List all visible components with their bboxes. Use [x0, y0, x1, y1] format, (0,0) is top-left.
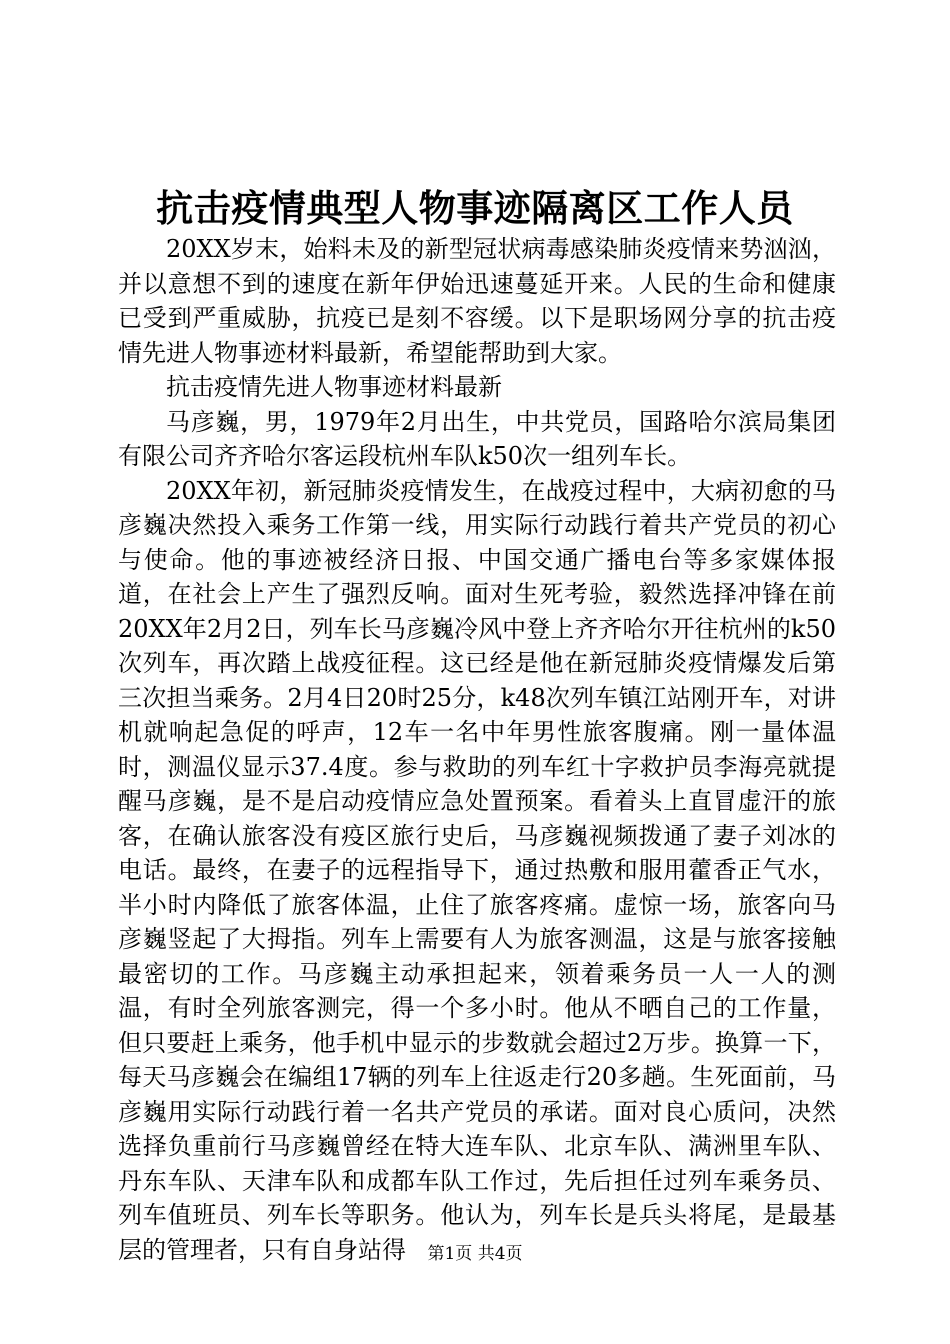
body-paragraph-intro: 20XX岁末，始料未及的新型冠状病毒感染肺炎疫情来势汹汹，并以意想不到的速度在新年伊始迅速蔓延开来。人民的生命和健康已受到严重威胁，抗疫已是刻不容缓。以下是职场网分享的抗击疫情先进人物事迹材料最新，希望能帮助到大家。 [118, 235, 836, 367]
page-number-footer: 第1页 共4页 [427, 1244, 523, 1264]
document-body [118, 232, 836, 1267]
body-paragraph-story: 20XX年初，新冠肺炎疫情发生，在战疫过程中，大病初愈的马彦巍决然投入乘务工作第一线，用实际行动践行着共产党员的初心与使命。他的事迹被经济日报、中国交通广播电台等多家媒体报道，在社会上产生了强烈反响。面对生死考验，毅然选择冲锋在前20XX年2月2日，列车长马彦巍冷风中登上齐齐哈尔开往杭州的k50次列车，再次踏上战疫征程。这已经是他在新冠肺炎疫情爆发后第三次担当乘务。2月4日20时25分，k48次列车镇江站刚开车，对讲机就响起急促的呼声，12车一名中年男性旅客腹痛。刚一量体温时，测温仪显示37.4度。参与救助的列车红十字救护员李海亮就提醒马彦巍，是不是启动疫情应急处置预案。看着头上直冒虚汗的旅客，在确认旅客没有疫区旅行史后，马彦巍视频拨通了妻子刘冰的电话。最终，在妻子的远程指导下，通过热敷和服用藿香正气水，半小时内降低了旅客体温，止住了旅客疼痛。虚惊一场，旅客向马彦巍竖起了大拇指。列车上需要有人为旅客测温，这是与旅客接触最密切的工作。马彦巍主动承担起来，领着乘务员一人一人的测温，有时全列旅客测完，得一个多小时。他从不晒自己的工作量，但只要赶上乘务，他手机中显示的步数就会超过2万步。换算一下，每天马彦巍会在编组17辆的列车上往返走行20多趟。生死面前，马彦巍用实际行动践行着一名共产党员的承诺。面对良心质问，决然选择负重前行马彦巍曾经在特大连车队、北京车队、满洲里车队、丹东车队、天津车队和成都车队工作过，先后担任过列车乘务员、列车值班员、列车长等职务。他认为，列车长是兵头将尾，是最基层的管理者，只有自身站得 [118, 476, 836, 1264]
document-title: 抗击疫情典型人物事迹隔离区工作人员 [156, 186, 794, 230]
body-paragraph-subheading: 抗击疫情先进人物事迹材料最新 [166, 373, 502, 401]
body-paragraph-profile: 马彦巍，男，1979年2月出生，中共党员，国路哈尔滨局集团有限公司齐齐哈尔客运段杭州车队k50次一组列车长。 [118, 407, 836, 470]
